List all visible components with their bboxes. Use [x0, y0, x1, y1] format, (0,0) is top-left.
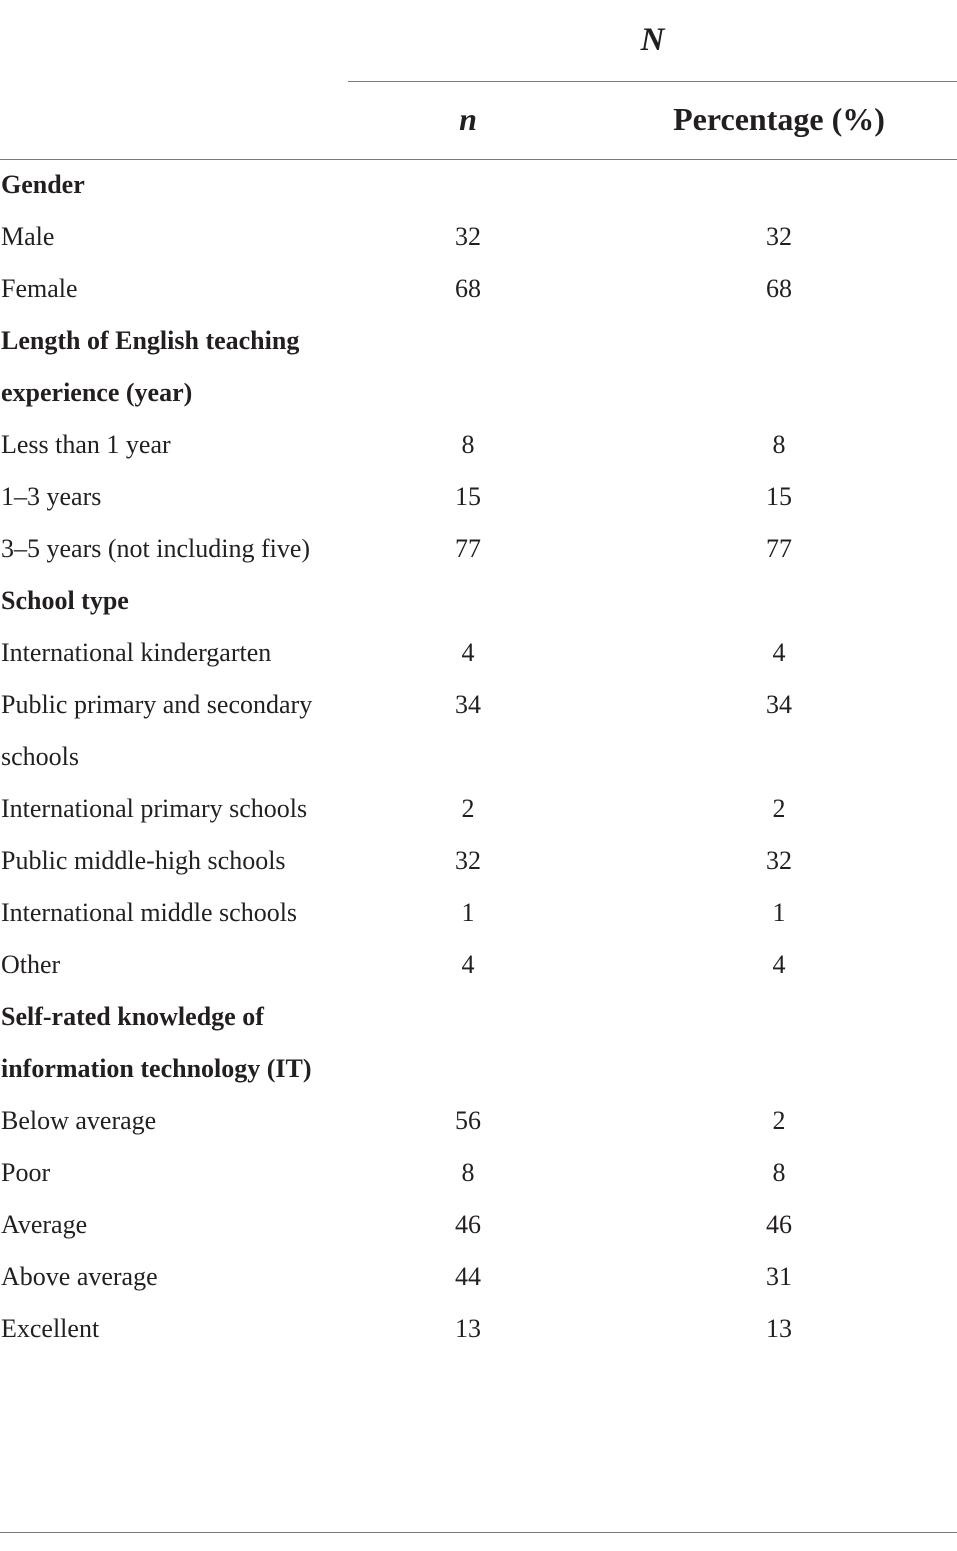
cell-percentage: 32 — [766, 846, 792, 875]
row-label: Excellent — [1, 1314, 100, 1343]
cell-n: 4 — [461, 950, 475, 979]
row-label: Average — [1, 1210, 88, 1239]
table-row — [0, 211, 957, 263]
cell-percentage: 68 — [766, 274, 792, 303]
table-row — [0, 471, 957, 523]
cell-percentage: 77 — [766, 534, 792, 563]
table-row — [0, 835, 957, 887]
cell-n: 34 — [455, 690, 481, 719]
table-row — [0, 1095, 957, 1147]
cell-percentage: 2 — [772, 1106, 786, 1135]
cell-n: 8 — [461, 1158, 475, 1187]
cell-percentage: 2 — [772, 794, 786, 823]
table-row — [0, 887, 957, 939]
row-label: Above average — [1, 1262, 158, 1291]
table-row — [0, 679, 957, 783]
row-label: International kindergarten — [1, 638, 272, 667]
table-row — [0, 1147, 957, 1199]
cell-n: 2 — [461, 794, 475, 823]
cell-n: 1 — [461, 898, 475, 927]
cell-percentage: 13 — [766, 1314, 792, 1343]
cell-n: 8 — [461, 430, 475, 459]
cell-n: 4 — [461, 638, 475, 667]
table-row — [0, 1303, 957, 1355]
cell-n: 32 — [455, 222, 481, 251]
cell-n: 44 — [455, 1262, 481, 1291]
table-row-section — [0, 575, 957, 627]
cell-n: 56 — [455, 1106, 481, 1135]
cell-percentage: 32 — [766, 222, 792, 251]
cell-n: 15 — [455, 482, 481, 511]
row-label: Below average — [1, 1106, 157, 1135]
cell-percentage: 4 — [772, 950, 786, 979]
table-row-section — [0, 315, 957, 419]
cell-percentage: 34 — [766, 690, 792, 719]
row-label: Public middle-high schools — [1, 846, 286, 875]
row-label: Gender — [1, 170, 85, 199]
row-label: 3–5 years (not including five) — [1, 534, 311, 563]
table-body — [0, 159, 957, 1355]
table-group-header: N — [640, 22, 665, 58]
cell-percentage: 8 — [772, 430, 786, 459]
cell-n: 68 — [455, 274, 481, 303]
row-label: Other — [1, 950, 61, 979]
row-label: 1–3 years — [1, 482, 102, 511]
table-bottom-rule — [0, 1532, 957, 1533]
cell-percentage: 8 — [772, 1158, 786, 1187]
table-row-section — [0, 991, 957, 1095]
header-top-rule — [348, 81, 957, 82]
cell-percentage: 46 — [766, 1210, 792, 1239]
cell-percentage: 15 — [766, 482, 792, 511]
row-label: Poor — [1, 1158, 51, 1187]
cell-n: 13 — [455, 1314, 481, 1343]
column-header-percentage: Percentage (%) — [673, 101, 885, 137]
row-label: Male — [1, 222, 55, 251]
row-label: Public primary and secondary schools — [1, 690, 313, 771]
cell-percentage: 31 — [766, 1262, 792, 1291]
table-row — [0, 783, 957, 835]
table-row — [0, 419, 957, 471]
table-row — [0, 939, 957, 991]
table-row — [0, 523, 957, 575]
row-label: Less than 1 year — [1, 430, 171, 459]
cell-n: 32 — [455, 846, 481, 875]
row-label: School type — [1, 586, 129, 615]
table-row-section — [0, 159, 957, 211]
row-label: Self-rated knowledge of information technology (IT) — [1, 1002, 312, 1083]
table-row — [0, 1251, 957, 1303]
table-row — [0, 1199, 957, 1251]
cell-percentage: 4 — [772, 638, 786, 667]
row-label: Length of English teaching experience (year) — [1, 326, 300, 407]
row-label: International primary schools — [1, 794, 308, 823]
row-label: Female — [1, 274, 78, 303]
table-row — [0, 263, 957, 315]
cell-n: 77 — [455, 534, 481, 563]
cell-percentage: 1 — [772, 898, 786, 927]
table-row — [0, 627, 957, 679]
column-header-n: n — [459, 101, 477, 137]
cell-n: 46 — [455, 1210, 481, 1239]
row-label: International middle schools — [1, 898, 298, 927]
